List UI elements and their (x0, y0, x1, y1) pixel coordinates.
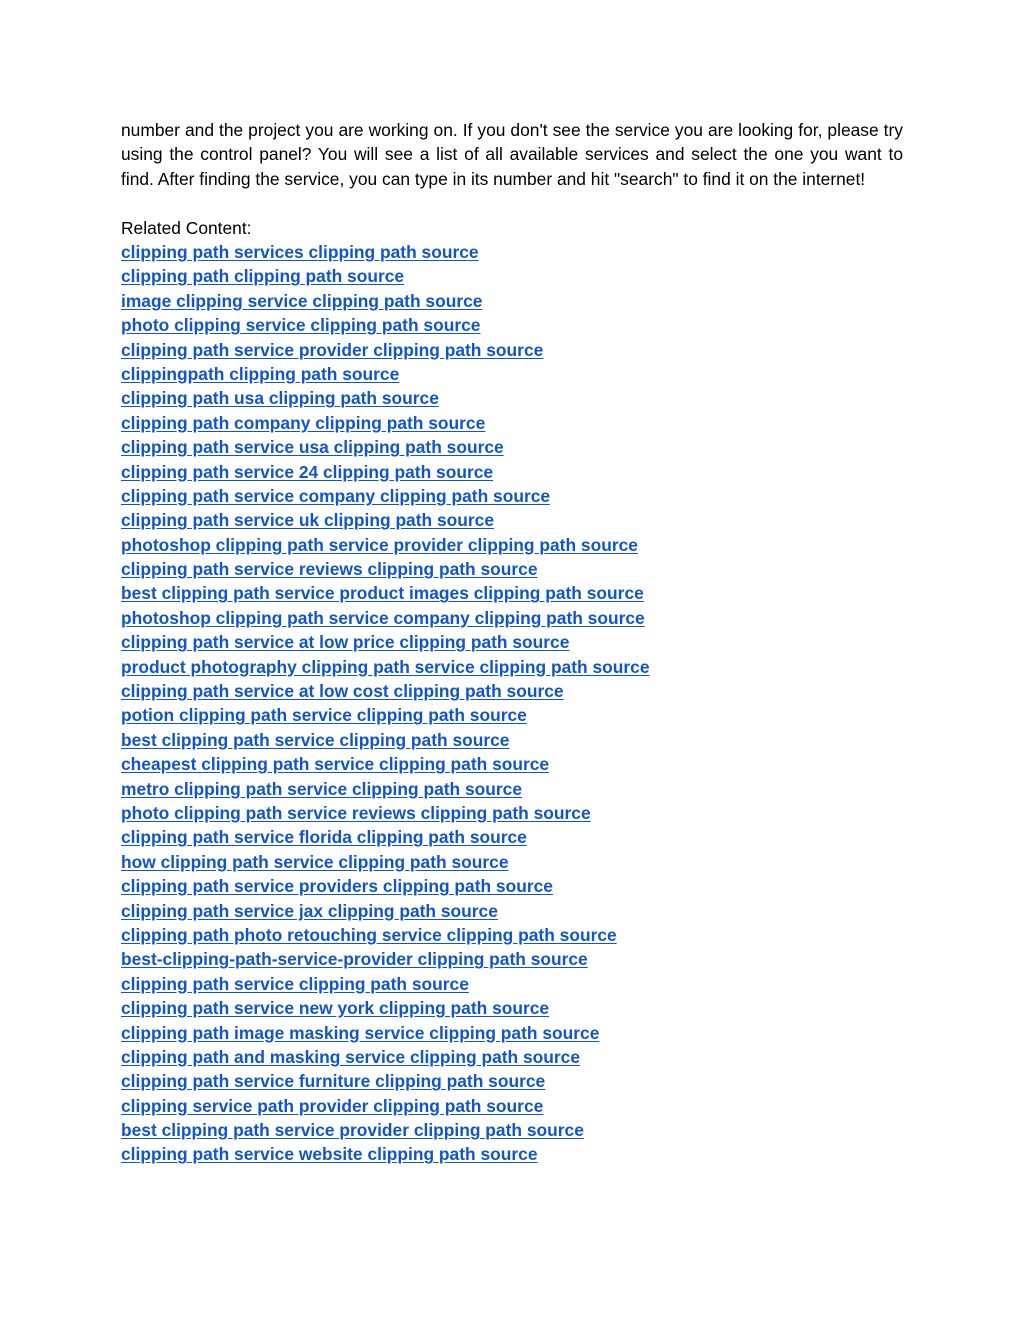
related-link[interactable]: clipping path service 24 clipping path source (121, 461, 494, 482)
related-link[interactable]: clipping path service clipping path source (121, 973, 469, 994)
list-item (121, 1118, 903, 1142)
related-link[interactable]: clipping path service at low price clipping path source (121, 632, 570, 653)
list-item (121, 655, 903, 679)
related-link[interactable]: best clipping path service provider clipping path source (121, 1120, 584, 1141)
list-item (121, 411, 903, 435)
related-link[interactable]: clipping path service provider clipping path source (121, 339, 544, 360)
list-item (121, 313, 903, 337)
list-item (121, 606, 903, 630)
related-link[interactable]: how clipping path service clipping path source (121, 851, 509, 872)
related-link[interactable]: clipping path service furniture clipping path source (121, 1071, 546, 1092)
list-item (121, 703, 903, 727)
related-link[interactable]: clipping path image masking service clipping path source (121, 1022, 600, 1043)
related-link[interactable]: clipping path usa clipping path source (121, 388, 439, 409)
related-link[interactable]: photo clipping service clipping path source (121, 315, 481, 336)
list-item (121, 1069, 903, 1093)
list-item (121, 264, 903, 288)
list-item (121, 338, 903, 362)
related-links-list (121, 240, 903, 1167)
list-item (121, 752, 903, 776)
list-item (121, 460, 903, 484)
list-item (121, 1094, 903, 1118)
list-item (121, 874, 903, 898)
list-item (121, 557, 903, 581)
related-link[interactable]: clipping path service new york clipping path source (121, 998, 550, 1019)
list-item (121, 777, 903, 801)
list-item (121, 289, 903, 313)
related-link[interactable]: clipping path company clipping path source (121, 412, 486, 433)
list-item (121, 362, 903, 386)
paragraph-spacer (121, 191, 903, 215)
list-item (121, 630, 903, 654)
related-link[interactable]: best clipping path service product images clipping path source (121, 583, 644, 604)
related-link[interactable]: clipping service path provider clipping path source (121, 1095, 544, 1116)
related-link[interactable]: product photography clipping path service clipping path source (121, 656, 650, 677)
list-item (121, 923, 903, 947)
list-item (121, 240, 903, 264)
intro-paragraph: number and the project you are working on. If you don't see the service you are looking for, please try using the control panel? You will see a list of all available services and select the one you want to find. After finding the service, you can type in its number and hit "search" to find it on the internet! (121, 120, 903, 189)
related-link[interactable]: photoshop clipping path service company clipping path source (121, 607, 645, 628)
related-link[interactable]: photo clipping path service reviews clipping path source (121, 803, 591, 823)
list-item (121, 1045, 903, 1069)
list-item (121, 947, 903, 971)
list-item (121, 1142, 903, 1166)
related-link[interactable]: clipping path service usa clipping path source (121, 437, 504, 458)
list-item (121, 581, 903, 605)
related-link[interactable]: metro clipping path service clipping path source (121, 778, 523, 799)
list-item (121, 899, 903, 923)
related-link[interactable]: clipping path service florida clipping path source (121, 827, 527, 848)
related-link[interactable]: clipping path services clipping path source (121, 242, 479, 263)
related-link[interactable]: best clipping path service clipping path source (121, 729, 510, 750)
list-item (121, 972, 903, 996)
list-item (121, 435, 903, 459)
related-link[interactable]: clipping path service at low cost clipping path source (121, 681, 564, 702)
related-link[interactable]: clipping path service jax clipping path source (121, 900, 498, 921)
list-item (121, 679, 903, 703)
related-content-heading: Related Content: (121, 217, 252, 238)
related-link[interactable]: clipping path service company clipping path source (121, 485, 551, 506)
related-link[interactable]: potion clipping path service clipping path source (121, 705, 527, 726)
related-link[interactable]: clipping path service uk clipping path source (121, 510, 495, 531)
related-link[interactable]: clipping path clipping path source (121, 266, 405, 287)
document-page (121, 118, 903, 1167)
related-link[interactable]: clipping path photo retouching service clipping path source (121, 924, 617, 945)
related-link[interactable]: clipping path service reviews clipping path source (121, 559, 538, 580)
list-item (121, 801, 903, 825)
related-link[interactable]: clipping path service providers clipping path source (121, 876, 553, 897)
related-link[interactable]: best-clipping-path-service-provider clipping path source (121, 949, 588, 970)
list-item (121, 533, 903, 557)
list-item (121, 996, 903, 1020)
related-link[interactable]: clipping path and masking service clipping path source (121, 1046, 581, 1067)
list-item (121, 386, 903, 410)
related-link[interactable]: photoshop clipping path service provider clipping path source (121, 534, 638, 555)
list-item (121, 850, 903, 874)
list-item (121, 508, 903, 532)
list-item (121, 825, 903, 849)
related-link[interactable]: clipping path service website clipping path source (121, 1144, 538, 1165)
list-item (121, 1021, 903, 1045)
related-link[interactable]: cheapest clipping path service clipping path source (121, 754, 550, 775)
list-item (121, 484, 903, 508)
related-link[interactable]: clippingpath clipping path source (121, 363, 400, 384)
related-link[interactable]: image clipping service clipping path source (121, 290, 483, 311)
list-item (121, 728, 903, 752)
